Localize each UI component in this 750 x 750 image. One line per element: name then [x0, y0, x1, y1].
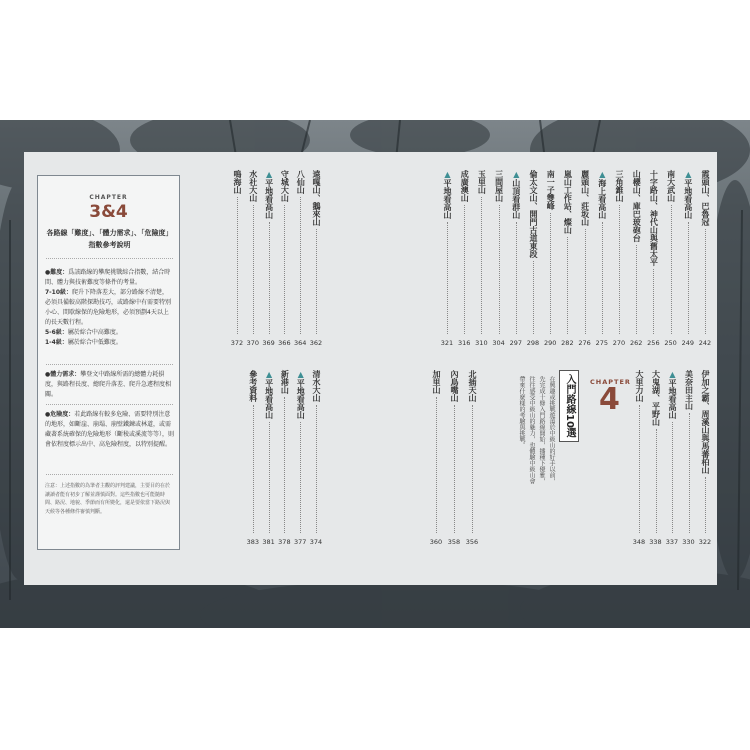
toc-entry-title: 八仙山 — [296, 170, 306, 194]
triangle-marker-icon: ▲ — [264, 170, 274, 179]
toc-entry-title: 大鬼湖、平野山 — [651, 370, 661, 426]
toc-entry — [527, 170, 539, 258]
toc-entry-title: 大里力山 — [635, 370, 644, 402]
toc-page-number: 362 — [309, 339, 323, 347]
leader-dots — [516, 222, 517, 334]
toc-entry — [247, 170, 259, 202]
divider — [46, 404, 173, 405]
toc-entry-title: 麗頭山、莊坂山 — [580, 170, 590, 226]
toc-entry — [310, 370, 322, 402]
leader-dots — [602, 222, 603, 334]
toc-entry-title: 北插天山 — [468, 370, 477, 402]
toc-entry — [647, 170, 659, 266]
leader-dots — [639, 405, 640, 533]
toc-page-number: 262 — [629, 339, 643, 347]
leader-dots — [436, 397, 437, 533]
leader-dots — [705, 229, 706, 334]
leader-dots — [284, 397, 285, 533]
toc-entry — [596, 170, 608, 219]
toc-entry — [613, 170, 625, 202]
toc-page-number: 256 — [647, 339, 660, 347]
toc-entry — [544, 170, 556, 210]
leader-dots — [550, 213, 551, 334]
danger-body: 若此路線有較多危險、需要特別注意的地形，如斷崖、崩塌、崩壁鐵鍊或林道，或需藏著系統確保的危險地形（斷稜或溪流等等），則會依程度標示出中、高危險程度，以特別提醒。 — [45, 411, 175, 448]
toc-entry-title: 守城大山 — [280, 170, 290, 202]
toc-page-number: 250 — [664, 339, 677, 347]
toc-entry-title: 南一子雙峰 — [546, 170, 556, 210]
chapter4-label: CHAPTER — [590, 378, 631, 386]
leader-dots — [636, 245, 637, 334]
toc-page-number: 275 — [595, 339, 608, 347]
toc-entry-title: 三間屋山 — [494, 170, 504, 202]
chapter-number: 3&4 — [89, 202, 128, 222]
toc-entry-title: 平地看高山 — [264, 379, 274, 419]
leader-dots — [705, 477, 706, 533]
toc-entry-title: 山頂看群山 — [511, 179, 521, 219]
toc-page-number: 372 — [230, 339, 244, 347]
toc-page-number: 310 — [475, 339, 488, 347]
toc-entry — [278, 370, 290, 394]
toc-entry-title: 平地看高山 — [264, 179, 274, 219]
toc-entry — [699, 370, 711, 474]
toc-entry — [294, 370, 306, 419]
difficulty-l2-body: 屬於綜合中高難度。 — [67, 329, 122, 336]
divider — [46, 258, 173, 259]
toc-entry — [666, 370, 678, 419]
toc-entry — [263, 170, 275, 219]
toc-entry-title: 鳴海山 — [233, 170, 242, 194]
legend-title: 各路線「難度」、「體力需求」、「危險度」 — [46, 229, 173, 237]
toc-page-number: 356 — [465, 538, 479, 546]
leader-dots — [237, 197, 238, 334]
leader-dots — [464, 205, 465, 334]
toc-entry — [458, 170, 470, 202]
leader-dots — [567, 237, 568, 334]
triangle-marker-icon: ▲ — [597, 170, 607, 179]
toc-page-number: 304 — [492, 339, 505, 347]
toc-entry — [650, 370, 662, 426]
toc-page-number: 378 — [278, 538, 291, 546]
toc-entry — [294, 170, 306, 194]
intro-title: 入門路線10選 — [564, 374, 575, 438]
toc-page-number: 369 — [262, 339, 275, 347]
toc-entry — [310, 170, 322, 226]
divider — [46, 474, 173, 475]
triangle-marker-icon: ▲ — [443, 170, 452, 179]
toc-entry-title: 伊加之霸、周溪山與馬蕃柏山 — [701, 370, 710, 474]
toc-entry — [441, 170, 453, 219]
toc-page-number: 330 — [682, 538, 695, 546]
leader-dots — [499, 205, 500, 334]
leader-dots — [671, 205, 672, 334]
toc-page-number: 249 — [681, 339, 694, 347]
leader-dots — [300, 422, 301, 533]
leader-dots — [300, 197, 301, 334]
toc-entry — [430, 370, 442, 394]
toc-entry-title: 加里山 — [432, 370, 441, 394]
toc-page-number: 276 — [578, 339, 591, 347]
triangle-marker-icon: ▲ — [511, 170, 521, 179]
toc-page-number: 322 — [698, 538, 712, 546]
leader-dots — [672, 422, 673, 533]
toc-page-number: 358 — [447, 538, 461, 546]
difficulty-head: ●難度： — [45, 269, 69, 276]
stamina-body: 攀登文中路線所需的總體力耗損度，與路程長度、總爬升落差、爬升急遽程度相關。 — [45, 371, 172, 398]
index-legend-box — [37, 175, 180, 550]
toc-entry — [247, 370, 259, 402]
leader-dots — [689, 413, 690, 533]
chapter-label: CHAPTER — [89, 194, 128, 201]
danger-head: ●危險度： — [45, 411, 75, 418]
toc-entry-title: 參考資料 — [248, 370, 258, 402]
difficulty-l3-key: 1-4級： — [45, 339, 68, 346]
toc-entry — [493, 170, 505, 202]
toc-entry-title: 清水大山 — [312, 370, 321, 402]
leader-dots — [656, 429, 657, 533]
toc-entry-title: 內鳥嘴山 — [450, 370, 459, 402]
toc-page-number: 364 — [293, 339, 307, 347]
toc-page-number: 360 — [429, 538, 443, 546]
toc-entry — [510, 170, 522, 219]
toc-entry — [683, 370, 695, 410]
toc-entry — [665, 170, 677, 202]
difficulty-section — [45, 268, 174, 348]
leader-dots — [253, 405, 254, 533]
toc-entry-title: 美奈田主山 — [684, 370, 694, 410]
leader-dots — [447, 222, 448, 334]
toc-entry-title: 平地看高山 — [683, 179, 693, 219]
toc-entry — [278, 170, 290, 202]
toc-entry — [466, 370, 478, 402]
chapter4-number: 4 — [599, 382, 620, 417]
toc-page-number: 242 — [698, 339, 712, 347]
leader-dots — [269, 222, 270, 334]
toc-entry-title: 霞頭山、巴魯冠 — [701, 170, 710, 226]
leader-dots — [533, 261, 534, 334]
toc-entry — [561, 170, 573, 234]
difficulty-body: 爲該路線的攀爬挑戰綜合指數，結合時間、體力與技術難度等條件的考量。 — [45, 269, 171, 286]
toc-page-number: 270 — [612, 339, 626, 347]
legend-subtitle: 指數參考說明 — [88, 241, 131, 249]
leader-dots — [653, 269, 654, 334]
toc-entry-title: 嵐山工作站、燦山 — [563, 170, 573, 234]
toc-page-number: 370 — [246, 339, 259, 347]
toc-entry — [579, 170, 591, 226]
toc-page-number: 321 — [440, 339, 454, 347]
leader-dots — [481, 197, 482, 334]
toc-page-number: 381 — [262, 538, 275, 546]
leader-dots — [269, 422, 270, 533]
intro-text: 在興趣或挑戰遊蕩於中級山的好手以前，先完成十條入門路線開始，播種下優雅，往往感受中級山的魅力，也體驗中級山會帶來什麼樣的考驗與挑戰。 — [518, 376, 555, 484]
toc-entry-title: 三角錐山 — [615, 170, 624, 202]
toc-page-number: 337 — [665, 538, 679, 546]
toc-entry — [263, 370, 275, 419]
toc-page-number: 377 — [293, 538, 307, 546]
danger-section — [45, 410, 174, 450]
toc-page-number: 348 — [632, 538, 646, 546]
triangle-marker-icon: ▲ — [683, 170, 693, 179]
leader-dots — [472, 405, 473, 533]
toc-entry-title: 新港山 — [280, 370, 290, 394]
difficulty-l1-body: 爬升下降落差大，部分路線不清楚，必須具備較高階探勘技巧，或路線中有需要特別小心、間歇線保的危險地形，必須預劃4天以上的長天數行程。 — [45, 289, 172, 326]
leader-dots — [619, 205, 620, 334]
leader-dots — [253, 205, 254, 334]
leader-dots — [316, 405, 317, 533]
toc-page-number: 282 — [561, 339, 574, 347]
toc-page-number: 383 — [246, 538, 259, 546]
toc-page-number: 338 — [649, 538, 662, 546]
difficulty-l1-key: 7-10級： — [45, 289, 73, 296]
toc-entry-title: 遠嘎山、鵝來山 — [312, 170, 321, 226]
toc-page-number: 290 — [543, 339, 557, 347]
toc-entry-title: 水社大山 — [248, 170, 258, 202]
toc-entry — [699, 170, 711, 226]
triangle-marker-icon: ▲ — [264, 370, 274, 379]
toc-entry — [448, 370, 460, 402]
triangle-marker-icon: ▲ — [668, 370, 677, 379]
difficulty-l2-key: 5-6級： — [45, 329, 68, 336]
toc-entry — [231, 170, 243, 194]
toc-entry-title: 成廣澳山 — [460, 170, 470, 202]
toc-entry-title: 海上看高山 — [597, 179, 607, 219]
difficulty-l3-body: 屬於綜合中低難度。 — [67, 339, 122, 346]
leader-dots — [454, 405, 455, 533]
toc-entry — [633, 370, 645, 402]
toc-entry — [475, 170, 487, 194]
triangle-marker-icon: ▲ — [296, 370, 306, 379]
leader-dots — [316, 229, 317, 334]
leader-dots — [688, 222, 689, 334]
leader-dots — [284, 205, 285, 334]
toc-entry — [630, 170, 642, 242]
toc-entry-title: 山櫻山、庫巴玻砲台 — [632, 170, 642, 242]
toc-page-number: 297 — [509, 339, 522, 347]
toc-page-number: 316 — [457, 339, 471, 347]
stamina-section — [45, 370, 174, 400]
toc-entry-title: 倫太文山、開門古道東段 — [529, 170, 538, 258]
toc-entry-title: 玉里山 — [477, 170, 487, 194]
toc-entry-title: 南大武山 — [666, 170, 676, 202]
legend-note: 注意：上述指數的為筆者主觀的評判建議，主要目的在於讓讀者能有初步了解並謹慎面對。這些指數也可能隨時間、路況、地貌、季節而有所變化，還是要依當下路況與天候等各種條件審慎判斷。 — [45, 483, 171, 515]
divider — [46, 364, 173, 365]
toc-entry-title: 平地看高山 — [296, 379, 306, 419]
toc-page-number: 298 — [526, 339, 540, 347]
toc-entry-title: 平地看高山 — [443, 179, 452, 219]
stamina-head: ●體力需求： — [45, 371, 81, 378]
leader-dots — [585, 229, 586, 334]
toc-entry-title: 十字路山、神代山與舊太平 — [649, 170, 659, 266]
toc-entry — [682, 170, 694, 219]
toc-entry-title: 平地看高山 — [668, 379, 677, 419]
toc-page-number: 366 — [278, 339, 291, 347]
toc-page-number: 374 — [309, 538, 323, 546]
